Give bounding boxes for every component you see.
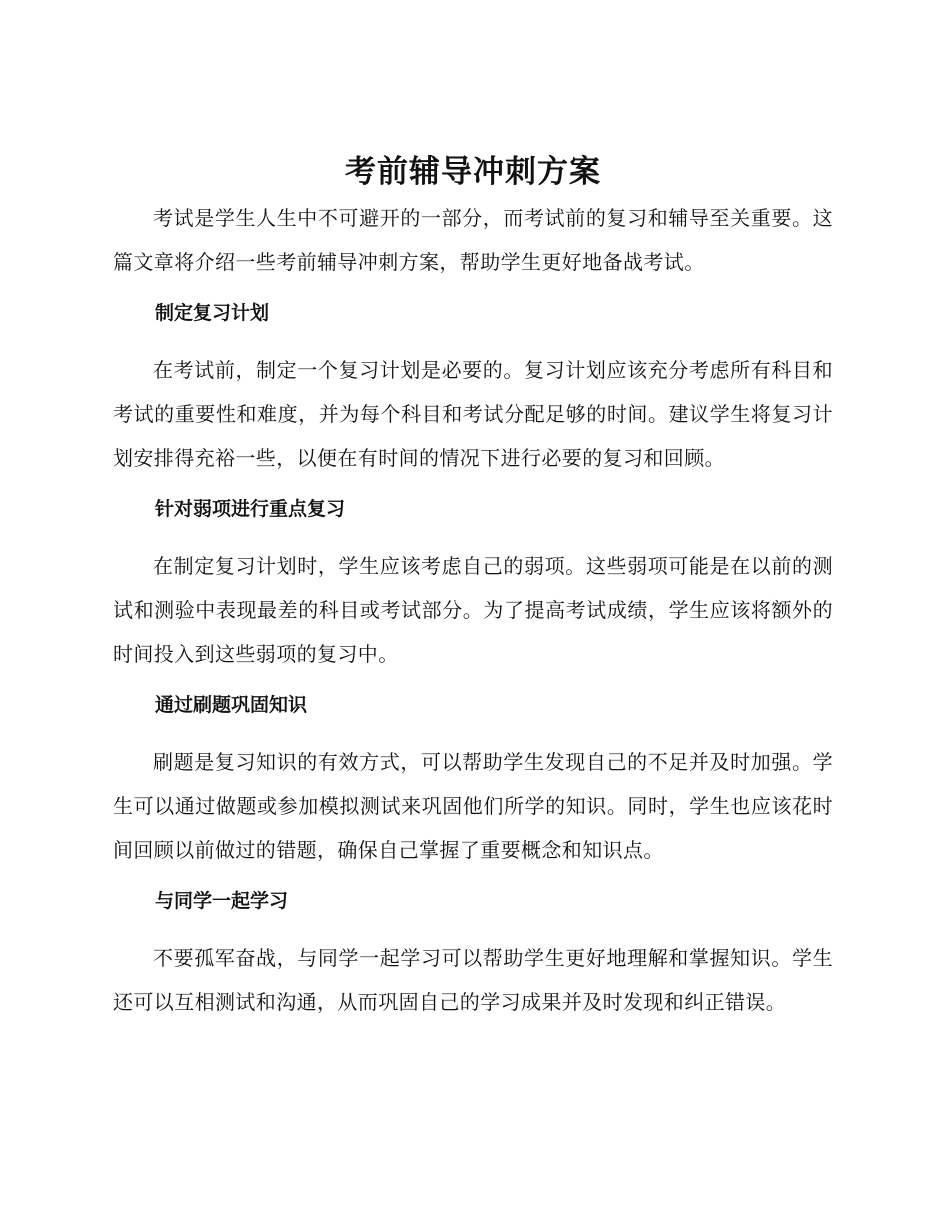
section-heading: 与同学一起学习: [155, 890, 289, 912]
section-paragraph: 不要孤军奋战，与同学一起学习可以帮助学生更好地理解和掌握知识。学生还可以互相测试和沟通，从而巩固自己的学习成果并及时发现和纠正错误。: [113, 946, 833, 1014]
section-paragraph: 刷题是复习知识的有效方式，可以帮助学生发现自己的不足并及时加强。学生可以通过做题或参加模拟测试来巩固他们所学的知识。同时，学生也应该花时间回顾以前做过的错题，确保自己掌握了重要概念和知识点。: [113, 750, 833, 862]
document-title: 考前辅导冲刺方案: [345, 154, 601, 190]
section-heading: 通过刷题巩固知识: [155, 694, 308, 716]
section-heading: 针对弱项进行重点复习: [155, 498, 346, 520]
section-heading: 制定复习计划: [155, 302, 270, 324]
document-content: [113, 150, 833, 1024]
section-paragraph: 在考试前，制定一个复习计划是必要的。复习计划应该充分考虑所有科目和考试的重要性和难度，并为每个科目和考试分配足够的时间。建议学生将复习计划安排得充裕一些，以便在有时间的情况下进行必要的复习和回顾。: [113, 358, 833, 470]
intro-paragraph: 考试是学生人生中不可避开的一部分，而考试前的复习和辅导至关重要。这篇文章将介绍一些考前辅导冲刺方案，帮助学生更好地备战考试。: [113, 206, 833, 274]
section-paragraph: 在制定复习计划时，学生应该考虑自己的弱项。这些弱项可能是在以前的测试和测验中表现最差的科目或考试部分。为了提高考试成绩，学生应该将额外的时间投入到这些弱项的复习中。: [113, 554, 833, 666]
